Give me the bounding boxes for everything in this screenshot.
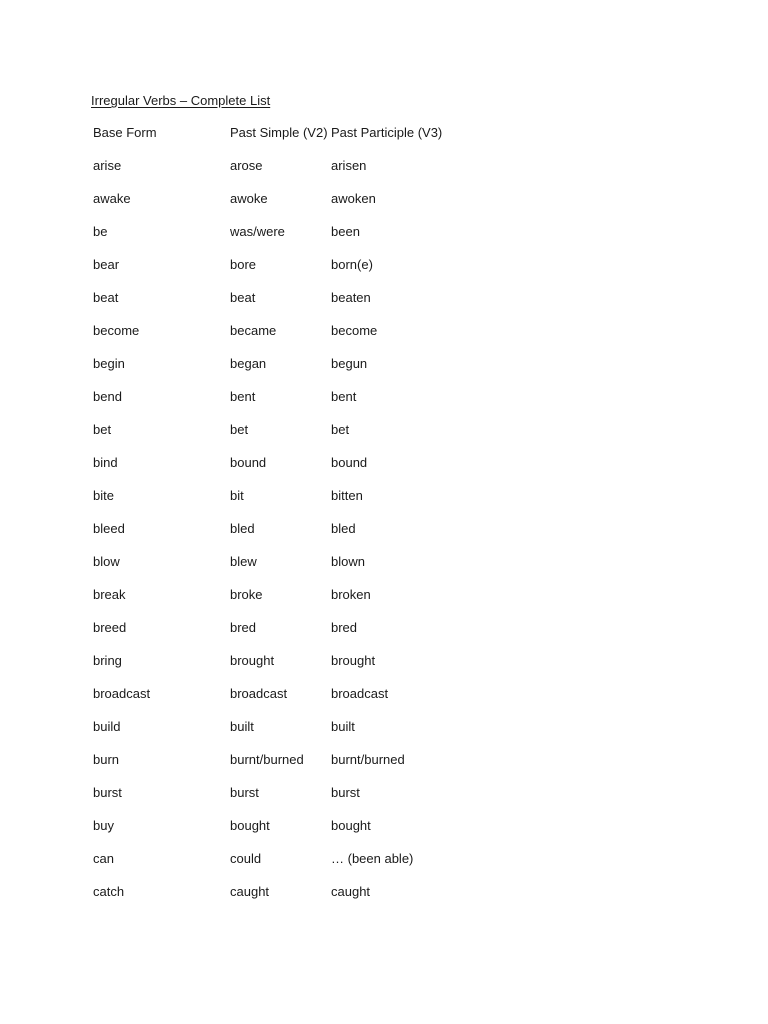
table-row: [93, 850, 491, 883]
base-form-cell: bet: [93, 422, 112, 437]
past-participle-cell: broadcast: [331, 686, 389, 701]
past-participle-cell: burnt/burned: [331, 752, 405, 767]
past-simple-cell: bred: [230, 620, 257, 635]
base-form-cell: buy: [93, 818, 114, 833]
past-simple-cell: burnt/burned: [230, 752, 304, 767]
base-form-cell: beat: [93, 290, 119, 305]
base-form-cell: catch: [93, 884, 125, 899]
base-form-cell: become: [93, 323, 140, 338]
table-row: [93, 157, 491, 190]
base-form-cell: breed: [93, 620, 127, 635]
past-participle-cell: bet: [331, 422, 350, 437]
base-form-cell: blow: [93, 554, 120, 569]
past-simple-cell: could: [230, 851, 262, 866]
table-row: [93, 520, 491, 553]
table-row: [93, 553, 491, 586]
past-participle-cell: bent: [331, 389, 357, 404]
base-form-cell: arise: [93, 158, 122, 173]
past-simple-cell: bit: [230, 488, 244, 503]
past-simple-cell: became: [230, 323, 277, 338]
past-simple-cell: caught: [230, 884, 270, 899]
past-simple-cell: brought: [230, 653, 275, 668]
table-row: [93, 817, 491, 850]
table-row: [93, 586, 491, 619]
base-form-cell: burst: [93, 785, 122, 800]
table-row: [93, 355, 491, 388]
past-participle-cell: burst: [331, 785, 360, 800]
table-row: [93, 388, 491, 421]
past-simple-cell: broadcast: [230, 686, 288, 701]
base-form-cell: bend: [93, 389, 122, 404]
page-title: Irregular Verbs – Complete List: [91, 93, 271, 108]
past-participle-cell: brought: [331, 653, 376, 668]
past-simple-cell: bent: [230, 389, 256, 404]
past-simple-cell: built: [230, 719, 254, 734]
past-participle-cell: … (been able): [331, 851, 414, 866]
past-simple-cell: began: [230, 356, 267, 371]
base-form-cell: bleed: [93, 521, 125, 536]
past-participle-cell: born(e): [331, 257, 373, 272]
past-participle-cell: broken: [331, 587, 371, 602]
base-form-cell: broadcast: [93, 686, 151, 701]
base-form-cell: begin: [93, 356, 125, 371]
table-row: [93, 685, 491, 718]
column-header-base-form: Base Form: [93, 125, 157, 140]
past-simple-cell: beat: [230, 290, 256, 305]
table-row: [93, 784, 491, 817]
table-row: [93, 883, 491, 916]
past-participle-cell: caught: [331, 884, 371, 899]
past-participle-cell: awoken: [331, 191, 376, 206]
past-simple-cell: was/were: [230, 224, 285, 239]
table-row: [93, 619, 491, 652]
past-participle-cell: bought: [331, 818, 371, 833]
table-row: [93, 652, 491, 685]
past-participle-cell: become: [331, 323, 378, 338]
base-form-cell: break: [93, 587, 126, 602]
table-row: [93, 190, 491, 223]
table-row: [93, 223, 491, 256]
past-participle-cell: arisen: [331, 158, 367, 173]
past-participle-cell: begun: [331, 356, 368, 371]
table-row: [93, 751, 491, 784]
table-row: [93, 322, 491, 355]
past-participle-cell: bred: [331, 620, 358, 635]
past-simple-cell: blew: [230, 554, 257, 569]
base-form-cell: bite: [93, 488, 114, 503]
table-row: [93, 421, 491, 454]
base-form-cell: burn: [93, 752, 120, 767]
past-simple-cell: bought: [230, 818, 270, 833]
base-form-cell: build: [93, 719, 121, 734]
table-row: [93, 256, 491, 289]
past-participle-cell: bound: [331, 455, 368, 470]
past-participle-cell: beaten: [331, 290, 371, 305]
base-form-cell: awake: [93, 191, 131, 206]
past-participle-cell: been: [331, 224, 360, 239]
past-participle-cell: blown: [331, 554, 365, 569]
past-participle-cell: built: [331, 719, 355, 734]
past-participle-cell: bled: [331, 521, 356, 536]
column-header-past-participle: Past Participle (V3): [331, 125, 443, 140]
table-row: [93, 718, 491, 751]
table-row: [93, 454, 491, 487]
past-simple-cell: bound: [230, 455, 267, 470]
irregular-verbs-table: [93, 124, 491, 916]
base-form-cell: bring: [93, 653, 122, 668]
past-participle-cell: bitten: [331, 488, 363, 503]
past-simple-cell: bore: [230, 257, 257, 272]
column-header-past-simple: Past Simple (V2): [230, 125, 328, 140]
past-simple-cell: broke: [230, 587, 263, 602]
table-row: [93, 289, 491, 322]
base-form-cell: bind: [93, 455, 118, 470]
base-form-cell: bear: [93, 257, 120, 272]
table-header-row: [93, 124, 491, 157]
past-simple-cell: burst: [230, 785, 259, 800]
past-simple-cell: bet: [230, 422, 249, 437]
table-row: [93, 487, 491, 520]
past-simple-cell: arose: [230, 158, 263, 173]
base-form-cell: can: [93, 851, 114, 866]
base-form-cell: be: [93, 224, 108, 239]
past-simple-cell: bled: [230, 521, 255, 536]
past-simple-cell: awoke: [230, 191, 268, 206]
